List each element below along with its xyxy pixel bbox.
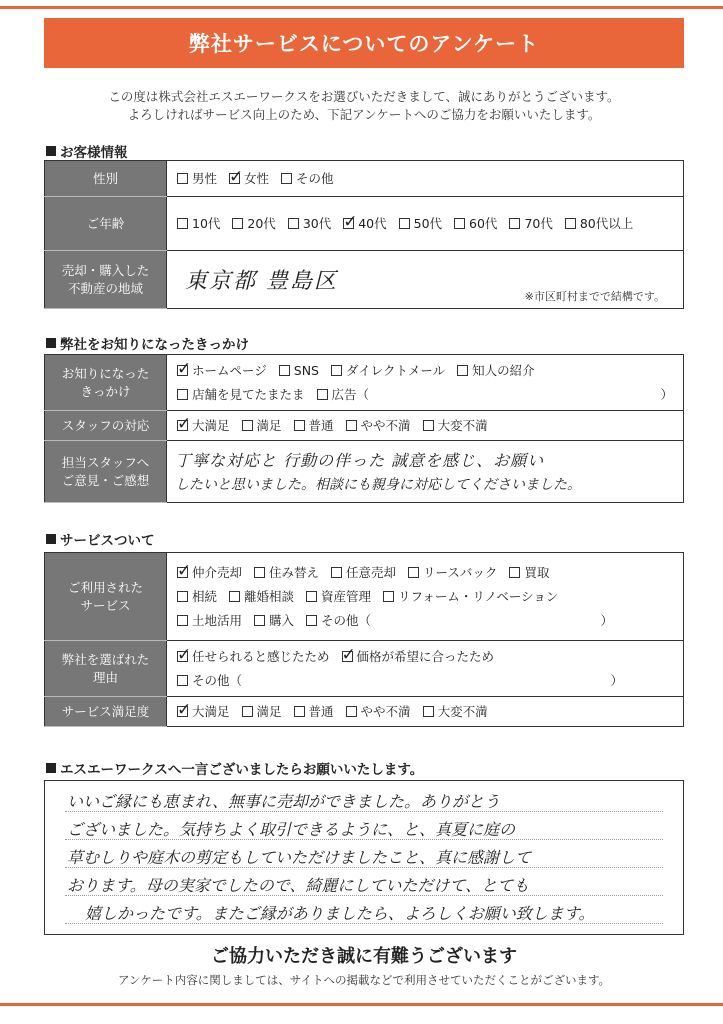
option-label: 相続 — [192, 588, 218, 604]
checkbox[interactable] — [177, 359, 192, 379]
checkbox-option[interactable] — [254, 609, 294, 633]
checkbox-option[interactable] — [423, 700, 488, 724]
trigger-table — [44, 354, 684, 503]
age-options — [177, 212, 673, 236]
option-label: 土地活用 — [192, 612, 243, 628]
option-label: やや不満 — [360, 417, 411, 433]
checkbox[interactable] — [509, 567, 520, 578]
checkbox-option[interactable] — [177, 645, 330, 669]
comment-box[interactable] — [44, 780, 684, 935]
option-label: 大変不満 — [437, 703, 488, 719]
checkbox[interactable] — [279, 365, 290, 376]
option-label: SNS — [293, 362, 319, 378]
checkbox-option[interactable] — [454, 212, 497, 236]
option-label: 買取 — [524, 564, 550, 580]
option-label: 任せられると感じたため — [192, 648, 330, 664]
section-customer-label: お客様情報 — [60, 145, 128, 161]
option-label: ホームページ — [192, 362, 267, 378]
section-service-title — [46, 529, 155, 549]
option-label: 知人の紹介 — [472, 362, 535, 378]
option-label: 女性 — [244, 170, 270, 186]
reason-label: 弊社を選ばれた 理由 — [45, 641, 167, 697]
checkbox[interactable] — [423, 420, 434, 431]
comment-line-5: 嬉しかったです。またご縁がありましたら、よろしくお願い致します。 — [85, 904, 595, 923]
option-label: その他 — [296, 170, 334, 186]
know-options-row2 — [177, 383, 381, 407]
staff-label: スタッフの対応 — [45, 411, 167, 441]
reason-options-row1 — [177, 645, 673, 669]
section-service-label: サービスついて — [60, 533, 155, 549]
checkmark-icon: ✓ — [177, 561, 192, 581]
option-label: リースバック — [423, 564, 498, 580]
checkmark-icon: ✓ — [341, 645, 356, 665]
option-label: 住み替え — [269, 564, 320, 580]
checkbox[interactable] — [177, 414, 192, 434]
used-label: ご利用された サービス — [45, 553, 167, 641]
checkbox-option[interactable] — [331, 359, 445, 383]
checkbox-option[interactable] — [346, 414, 411, 438]
checkbox-option[interactable] — [177, 561, 242, 585]
checkbox[interactable] — [242, 706, 253, 717]
checkbox-option[interactable] — [317, 383, 370, 407]
checkbox-option[interactable] — [346, 700, 411, 724]
opinion-label: 担当スタッフへ ご意見・ご感想 — [45, 441, 167, 503]
section-trigger-title — [46, 333, 249, 353]
reason-close-paren: ） — [610, 672, 623, 688]
checkbox-option[interactable] — [306, 585, 371, 609]
checkbox[interactable] — [177, 218, 188, 229]
checkbox-option[interactable] — [232, 212, 275, 236]
checkbox[interactable] — [294, 420, 305, 431]
checkbox-option[interactable] — [177, 669, 242, 693]
know-label: お知りになった きっかけ — [45, 355, 167, 411]
intro-line-2: よろしければサービス向上のため、下記アンケートへのご協力をお願いいたします。 — [127, 107, 601, 122]
checkbox[interactable] — [177, 615, 188, 626]
option-label: 購入 — [269, 612, 295, 628]
option-label: 10代 — [192, 215, 221, 231]
checkbox-option[interactable] — [294, 414, 334, 438]
option-label: 40代 — [358, 215, 387, 231]
option-label: ダイレクトメール — [346, 362, 446, 378]
reason-options-row2 — [177, 669, 254, 693]
checkbox-option[interactable] — [383, 585, 558, 609]
know-close-paren: ） — [660, 386, 673, 402]
option-label: 70代 — [524, 215, 553, 231]
option-label: 大満足 — [192, 703, 230, 719]
thanks-message: ご協力いただき誠に有難うございます — [211, 946, 517, 967]
square-bullet-icon — [46, 146, 56, 156]
square-bullet-icon — [46, 338, 56, 348]
checkbox-option[interactable] — [343, 212, 386, 236]
option-label: 資産管理 — [321, 588, 372, 604]
checkbox[interactable] — [331, 365, 342, 376]
satisfaction-options — [177, 700, 673, 724]
checkbox-option[interactable] — [288, 212, 331, 236]
checkbox[interactable] — [232, 218, 243, 229]
checkbox-option[interactable] — [509, 212, 552, 236]
know-options-row2-wrap — [177, 383, 673, 407]
checkbox[interactable] — [457, 365, 468, 376]
footer-note: アンケート内容に関しましては、サイトへの掲載などで利用させていただくことがございます。 — [117, 973, 611, 987]
checkbox[interactable] — [229, 167, 244, 187]
checkbox[interactable] — [177, 561, 192, 581]
used-options-row3-wrap — [177, 609, 673, 633]
checkmark-icon: ✓ — [343, 212, 358, 232]
option-label: 20代 — [247, 215, 276, 231]
intro-line-1: この度は株式会社エスエーワークスをお選びいただきまして、誠にありがとうございます。 — [108, 89, 620, 104]
checkbox-option[interactable] — [342, 645, 495, 669]
customer-table — [44, 160, 684, 309]
checkbox-option[interactable] — [177, 383, 305, 407]
option-label: 30代 — [302, 215, 332, 231]
section-comment-title — [46, 758, 423, 778]
checkbox-option[interactable] — [242, 700, 282, 724]
checkbox-option[interactable] — [177, 414, 230, 438]
checkbox[interactable] — [383, 591, 394, 602]
section-customer-title — [46, 141, 128, 161]
checkbox[interactable] — [346, 420, 357, 431]
checkbox[interactable] — [423, 706, 434, 717]
checkbox[interactable] — [242, 420, 253, 431]
gender-label: 性別 — [45, 161, 167, 197]
opinion-line-1[interactable]: 丁寧な対応と 行動の伴った 誠意を感じ、お願い — [175, 450, 545, 470]
checkmark-icon: ✓ — [177, 645, 192, 665]
checkbox[interactable] — [177, 389, 188, 400]
checkbox[interactable] — [317, 389, 328, 400]
used-options-row1 — [177, 561, 673, 585]
comment-line-1: いいご縁にも恵まれ、無事に売却ができました。ありがとう — [67, 792, 500, 811]
area-value[interactable]: 東京都 豊島区 — [185, 269, 338, 294]
reason-options-row2-wrap — [177, 669, 673, 693]
checkbox[interactable] — [177, 173, 188, 184]
checkbox-option[interactable] — [306, 609, 371, 633]
checkmark-icon: ✓ — [229, 167, 244, 187]
checkbox[interactable] — [254, 567, 265, 578]
square-bullet-icon — [46, 534, 56, 544]
checkbox[interactable] — [341, 645, 356, 665]
top-accent-line — [0, 6, 723, 9]
checkbox[interactable] — [177, 675, 188, 686]
option-label: 60代 — [469, 215, 498, 231]
checkbox[interactable] — [177, 645, 192, 665]
used-options-row2 — [177, 585, 673, 609]
option-label: 価格が希望に合ったため — [356, 648, 495, 664]
staff-options — [177, 414, 673, 438]
checkbox-option[interactable] — [229, 585, 294, 609]
area-label: 売却・購入した 不動産の地域 — [45, 251, 167, 309]
checkbox-option[interactable] — [242, 414, 282, 438]
satisfaction-label: サービス満足度 — [45, 697, 167, 727]
option-label: 満足 — [256, 703, 282, 719]
checkbox[interactable] — [229, 591, 240, 602]
checkbox-option[interactable] — [177, 167, 217, 191]
checkbox-option[interactable] — [565, 212, 633, 236]
option-label: 大満足 — [192, 417, 230, 433]
intro-text — [44, 88, 684, 124]
checkbox[interactable] — [306, 591, 317, 602]
option-label: 大変不満 — [437, 417, 488, 433]
option-label: リフォーム・リノベーション — [398, 588, 559, 604]
option-label: 80代以上 — [579, 215, 634, 231]
checkbox-option[interactable] — [177, 212, 220, 236]
checkbox[interactable] — [565, 218, 576, 229]
option-label: 50代 — [413, 215, 443, 231]
option-label: やや不満 — [360, 703, 411, 719]
option-label: 満足 — [256, 417, 282, 433]
checkbox[interactable] — [254, 615, 265, 626]
checkbox[interactable] — [177, 591, 188, 602]
option-label: 男性 — [192, 170, 218, 186]
used-options-row3 — [177, 609, 383, 633]
checkbox[interactable] — [454, 218, 465, 229]
checkbox[interactable] — [399, 218, 410, 229]
checkbox-option[interactable] — [509, 561, 549, 585]
know-options-row1 — [177, 359, 673, 383]
checkmark-icon: ✓ — [177, 359, 192, 379]
checkbox[interactable] — [306, 615, 317, 626]
checkbox-option[interactable] — [408, 561, 497, 585]
comment-line-2: ございました。気持ちよく取引できるように、と、真夏に庭の — [67, 820, 516, 839]
checkbox-option[interactable] — [457, 359, 535, 383]
checkbox-option[interactable] — [281, 167, 334, 191]
checkbox-option[interactable] — [423, 414, 488, 438]
survey-header — [44, 18, 684, 68]
checkbox-option[interactable] — [177, 700, 230, 724]
option-label: その他（ — [321, 612, 372, 628]
comment-line-3: 草むしりや庭木の剪定もしていただけましたこと、真に感謝して — [67, 848, 532, 867]
bottom-accent-line — [0, 1003, 723, 1006]
checkbox-option[interactable] — [177, 585, 217, 609]
used-close-paren: ） — [600, 612, 613, 628]
option-label: 普通 — [308, 417, 334, 433]
checkbox[interactable] — [177, 700, 192, 720]
checkbox-option[interactable] — [279, 359, 319, 383]
checkbox-option[interactable] — [229, 167, 269, 191]
comment-line-4: おります。母の実家でしたので、綺麗にしていただけて、とても — [67, 876, 530, 895]
square-bullet-icon — [46, 763, 56, 773]
checkbox[interactable] — [294, 706, 305, 717]
checkbox[interactable] — [343, 212, 358, 232]
checkbox-option[interactable] — [254, 561, 319, 585]
checkbox[interactable] — [509, 218, 520, 229]
option-label: 普通 — [308, 703, 334, 719]
checkbox[interactable] — [408, 567, 419, 578]
option-label: 広告（ — [331, 386, 370, 402]
survey-title: 弊社サービスについてのアンケート — [188, 32, 540, 56]
opinion-line-2[interactable]: したいと思いました。相談にも親身に対応してくださいました。 — [175, 476, 581, 493]
section-comment-label: エスエーワークスへ一言ございましたらお願いいたします。 — [60, 762, 424, 778]
checkbox-option[interactable] — [177, 609, 242, 633]
option-label: 任意売却 — [346, 564, 397, 580]
gender-options — [177, 167, 673, 191]
age-label: ご年齢 — [45, 197, 167, 251]
checkbox-option[interactable] — [399, 212, 442, 236]
checkbox[interactable] — [281, 173, 292, 184]
checkbox-option[interactable] — [294, 700, 334, 724]
checkmark-icon: ✓ — [177, 414, 192, 434]
option-label: その他（ — [192, 672, 243, 688]
checkbox[interactable] — [288, 218, 299, 229]
checkbox[interactable] — [346, 706, 357, 717]
checkbox-option[interactable] — [331, 561, 396, 585]
option-label: 仲介売却 — [192, 564, 243, 580]
checkbox-option[interactable] — [177, 359, 267, 383]
area-note: ※市区町村までで結構です。 — [524, 290, 665, 303]
option-label: 店舗を見てたまたま — [192, 386, 305, 402]
option-label: 離婚相談 — [244, 588, 295, 604]
section-trigger-label: 弊社をお知りになったきっかけ — [60, 337, 249, 353]
checkmark-icon: ✓ — [177, 700, 192, 720]
checkbox[interactable] — [331, 567, 342, 578]
service-table — [44, 552, 684, 727]
